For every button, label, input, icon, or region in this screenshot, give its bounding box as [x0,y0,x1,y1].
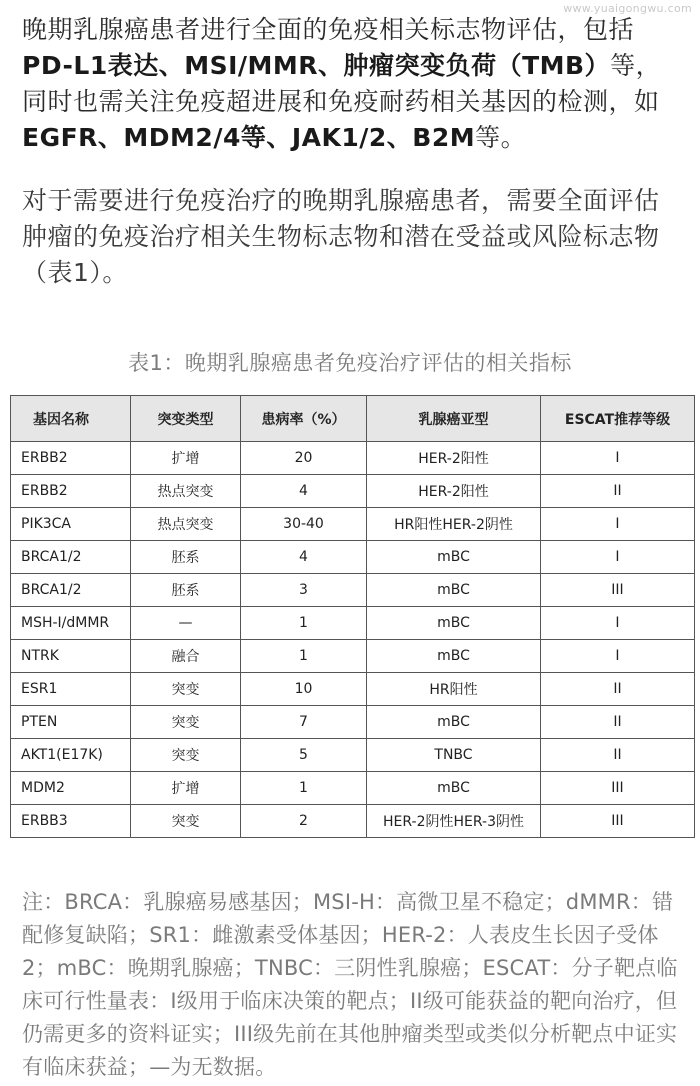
cell-type: 突变 [131,673,241,706]
cell-type: 胚系 [131,541,241,574]
cell-gene: MSH-I/dMMR [11,607,131,640]
cell-rate: 1 [241,772,367,805]
cell-gene: AKT1(E17K) [11,739,131,772]
cell-rate: 1 [241,640,367,673]
second-paragraph: 对于需要进行免疫治疗的晚期乳腺癌患者，需要全面评估肿瘤的免疫治疗相关生物标志物和潜在受益或风险标志物（表1）。 [22,186,660,287]
table-row [11,508,695,541]
intro-bold-genes: EGFR、MDM2/4等、JAK1/2、B2M [22,123,476,152]
header-mutation-type: 突变类型 [131,396,241,442]
cell-rate: 7 [241,706,367,739]
cell-subtype: HR阳性 [367,673,541,706]
cell-level: II [541,475,695,508]
cell-gene: ERBB2 [11,442,131,475]
cell-type: 扩增 [131,442,241,475]
cell-type: 热点突变 [131,508,241,541]
intro-bold-biomarkers: PD-L1表达、MSI/MMR、肿瘤突变负荷（TMB） [22,51,611,80]
cell-level: II [541,706,695,739]
intro-text-2: 等，同时也需关注免疫超进展和免疫耐药相关基因的检测，如 [22,51,662,116]
header-escat-level: ESCAT推荐等级 [541,396,695,442]
cell-level: I [541,640,695,673]
cell-gene: NTRK [11,640,131,673]
cell-type: 胚系 [131,574,241,607]
table-row [11,442,695,475]
cell-rate: 20 [241,442,367,475]
table-row [11,772,695,805]
table-row [11,607,695,640]
cell-level: I [541,442,695,475]
cell-gene: BRCA1/2 [11,574,131,607]
header-prevalence: 患病率（%） [241,396,367,442]
cell-type: 突变 [131,706,241,739]
cell-gene: ERBB2 [11,475,131,508]
cell-rate: 4 [241,541,367,574]
biomarker-table [10,395,695,838]
watermark: www.yuaigongwu.com [563,2,692,15]
cell-gene: BRCA1/2 [11,541,131,574]
cell-rate: 2 [241,805,367,838]
cell-subtype: mBC [367,640,541,673]
cell-level: I [541,607,695,640]
cell-type: 突变 [131,805,241,838]
table-row [11,706,695,739]
cell-gene: PTEN [11,706,131,739]
intro-text-3: 等。 [475,123,527,152]
cell-level: II [541,673,695,706]
cell-subtype: mBC [367,706,541,739]
table-row [11,805,695,838]
cell-subtype: mBC [367,574,541,607]
cell-rate: 3 [241,574,367,607]
cell-subtype: mBC [367,607,541,640]
header-subtype: 乳腺癌亚型 [367,396,541,442]
cell-rate: 5 [241,739,367,772]
cell-level: II [541,739,695,772]
cell-rate: 30-40 [241,508,367,541]
cell-gene: ERBB3 [11,805,131,838]
cell-gene: MDM2 [11,772,131,805]
cell-gene: ESR1 [11,673,131,706]
cell-level: I [541,541,695,574]
cell-subtype: TNBC [367,739,541,772]
table-row [11,640,695,673]
cell-subtype: HER-2阳性 [367,442,541,475]
cell-type: 扩增 [131,772,241,805]
table-header-row [11,396,695,442]
cell-level: III [541,805,695,838]
table-row [11,475,695,508]
table-caption: 表1：晚期乳腺癌患者免疫治疗评估的相关指标 [128,351,572,375]
cell-subtype: mBC [367,541,541,574]
cell-rate: 4 [241,475,367,508]
cell-type: — [131,607,241,640]
cell-subtype: mBC [367,772,541,805]
cell-rate: 1 [241,607,367,640]
intro-text-1: 晚期乳腺癌患者进行全面的免疫相关标志物评估，包括 [22,15,635,44]
header-gene-name: 基因名称 [11,396,131,442]
cell-type: 热点突变 [131,475,241,508]
cell-subtype: HER-2阴性HER-3阴性 [367,805,541,838]
cell-type: 突变 [131,739,241,772]
cell-rate: 10 [241,673,367,706]
table-row [11,541,695,574]
cell-subtype: HR阳性HER-2阴性 [367,508,541,541]
cell-type: 融合 [131,640,241,673]
table-row [11,739,695,772]
table-footnote: 注：BRCA：乳腺癌易感基因；MSI-H：高微卫星不稳定；dMMR：错配修复缺陷；SR1：雌激素受体基因；HER-2：人表皮生长因子受体2；mBC：晚期乳腺癌；TNBC：三阴性乳腺癌；ESCAT：分子靶点临床可行性量表：I级用于临床决策的靶点；II级可能获益的靶向治疗，但仍需更多的资料证实；III级先前在其他肿瘤类型或类似分析靶点中证实有临床获益；—为无数据。 [22,890,678,1079]
table-row [11,574,695,607]
intro-paragraph [22,12,682,156]
cell-subtype: HER-2阳性 [367,475,541,508]
cell-gene: PIK3CA [11,508,131,541]
cell-level: I [541,508,695,541]
cell-level: III [541,574,695,607]
table-row [11,673,695,706]
cell-level: III [541,772,695,805]
